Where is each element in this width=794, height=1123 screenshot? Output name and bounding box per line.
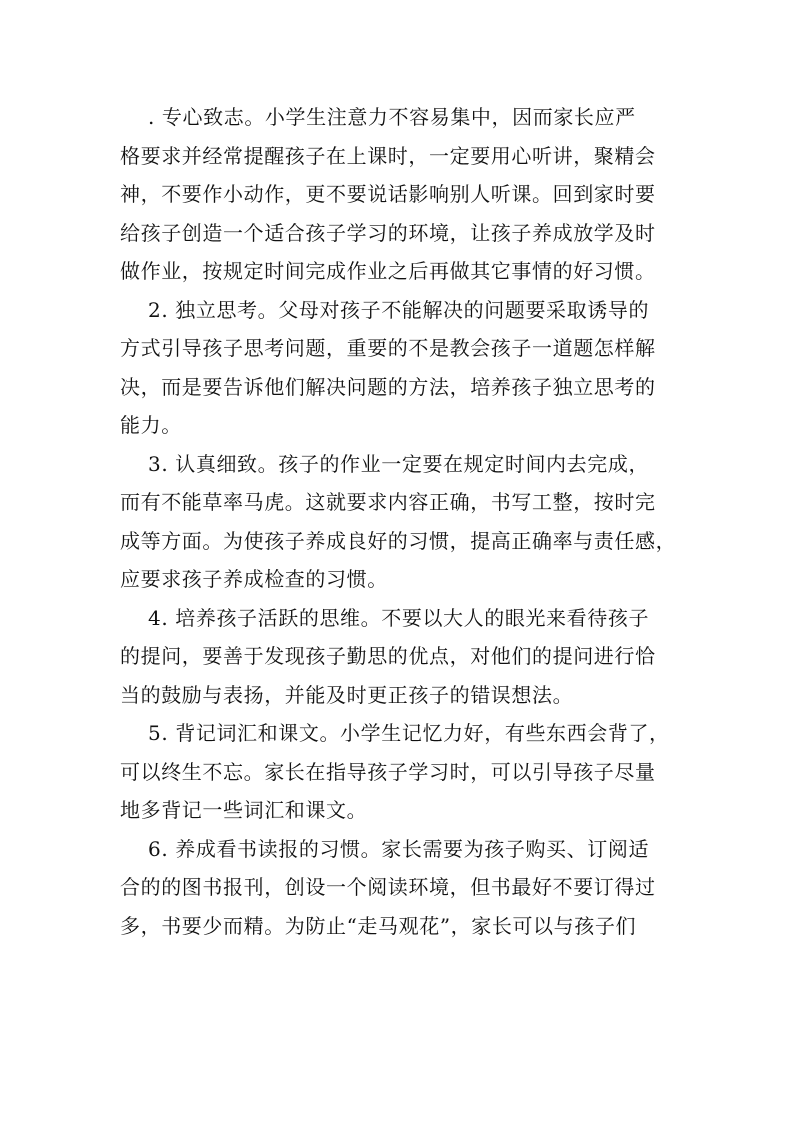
text-line: 6. 养成看书读报的习惯。家长需要为孩子购买、订阅适 xyxy=(148,836,650,861)
text-line: 5. 背记词汇和课文。小学生记忆力好，有些东西会背了， xyxy=(148,721,670,745)
text-line: 的提问，要善于发现孩子勤思的优点，对他们的提问进行恰 xyxy=(120,644,656,668)
text-line: 格要求并经常提醒孩子在上课时，一定要用心听讲，聚精会 xyxy=(120,143,656,168)
text-line: . 专心致志。小学生注意力不容易集中，因而家长应严 xyxy=(148,105,636,129)
text-line: 地多背记一些词汇和课文。 xyxy=(120,798,368,822)
text-line: 应要求孩子养成检查的习惯。 xyxy=(120,567,388,591)
text-line: 给孩子创造一个适合孩子学习的环境，让孩子养成放学及时 xyxy=(120,220,656,245)
document-page xyxy=(120,98,690,945)
text-line: 能力。 xyxy=(120,413,182,437)
text-line: 当的鼓励与表扬，并能及时更正孩子的错误想法。 xyxy=(120,682,574,707)
paragraph-reading-habit xyxy=(120,830,690,946)
paragraph-careful xyxy=(120,445,690,599)
text-line: 做作业，按规定时间完成作业之后再做其它事情的好习惯。 xyxy=(120,259,656,283)
text-line: 3. 认真细致。孩子的作业一定要在规定时间内去完成， xyxy=(148,451,650,476)
paragraph-active-thinking xyxy=(120,599,690,715)
text-line: 神，不要作小动作，更不要说话影响别人听课。回到家时要 xyxy=(120,182,656,206)
text-line: 可以终生不忘。家长在指导孩子学习时，可以引导孩子尽量 xyxy=(120,759,656,784)
paragraph-memorize xyxy=(120,714,690,830)
text-line: 合的的图书报刊，创设一个阅读环境，但书最好不要订得过 xyxy=(120,875,656,899)
paragraph-independent-thinking xyxy=(120,291,690,445)
text-line: 2. 独立思考。父母对孩子不能解决的问题要采取诱导的 xyxy=(148,297,650,322)
text-line: 而有不能草率马虎。这就要求内容正确，书写工整，按时完 xyxy=(120,490,656,514)
text-line: 决，而是要告诉他们解决问题的方法，培养孩子独立思考的 xyxy=(120,374,656,399)
text-line: 成等方面。为使孩子养成良好的习惯，提高正确率与责任感， xyxy=(120,528,677,553)
paragraph-focus xyxy=(120,98,690,291)
text-line: 4. 培养孩子活跃的思维。不要以大人的眼光来看待孩子 xyxy=(148,605,650,630)
text-line: 方式引导孩子思考问题，重要的不是教会孩子一道题怎样解 xyxy=(120,336,656,360)
text-line: 多，书要少而精。为防止“走马观花”，家长可以与孩子们 xyxy=(120,913,637,938)
